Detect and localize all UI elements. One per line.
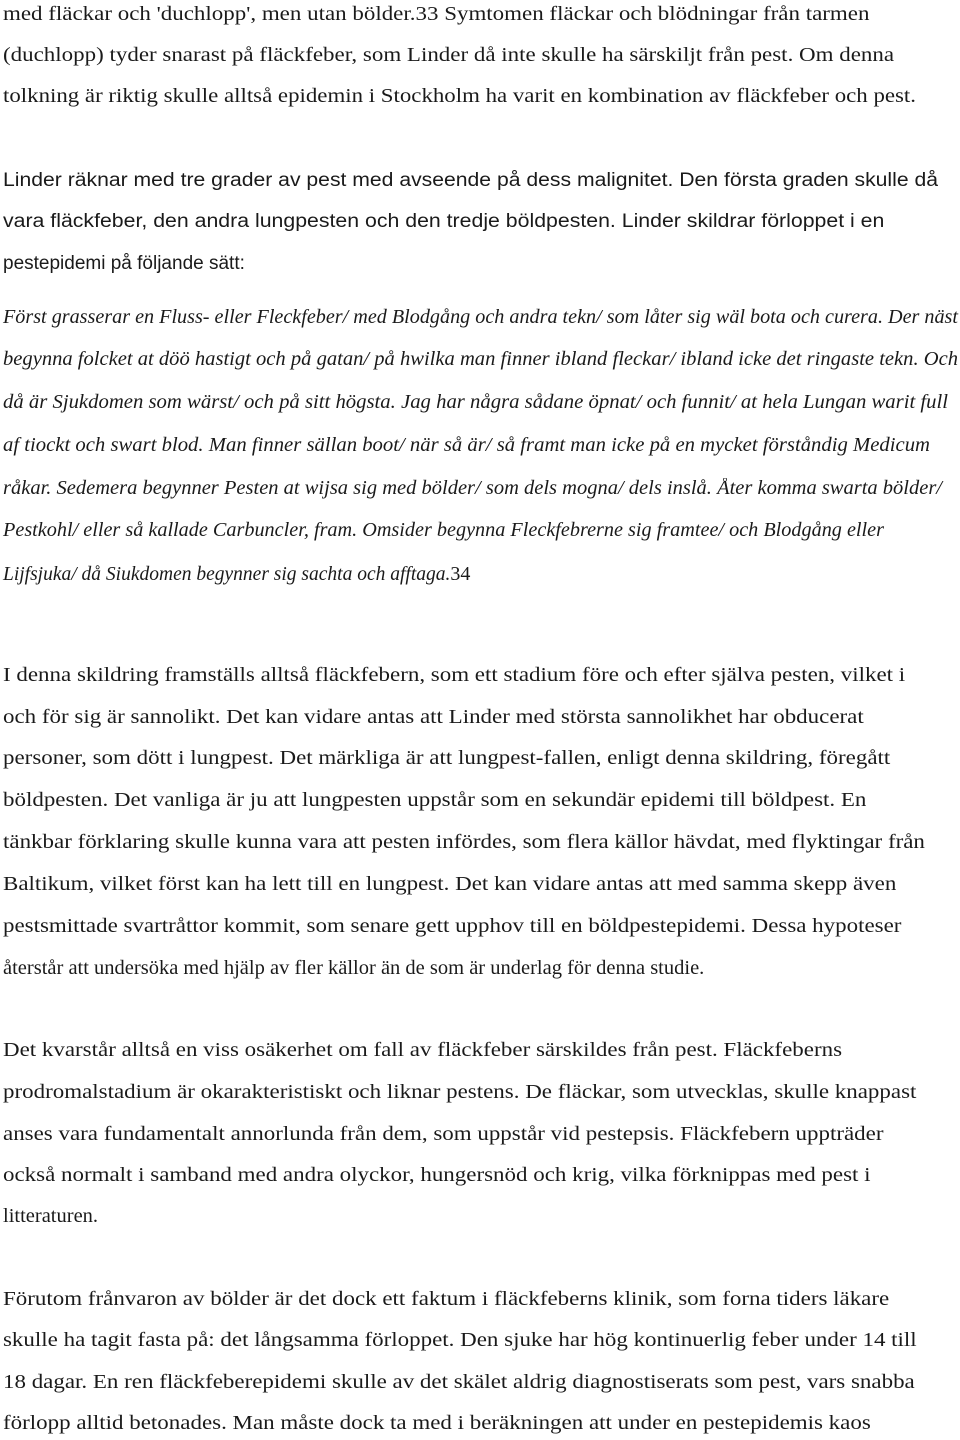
line-text: begynna folcket at döö hastigt och på gatan/ på hwilka man finner ibland fleckar/ ibland icke det ringaste tekn. Och (3, 349, 958, 370)
text-line (3, 1411, 871, 1435)
line-text: böldpesten. Det vanliga är ju att lungpesten uppstår som en sekundär epidemi till böldpest. En (3, 789, 867, 811)
text-line (3, 348, 958, 372)
text-line (3, 1163, 871, 1187)
line-text: pestepidemi på följande sätt: (3, 253, 245, 274)
line-text: råkar. Sedemera begynner Pesten at wijsa sig med bölder/ som dels mogna/ dels inslå. Åter komma swarta bölder/ (3, 478, 942, 499)
text-line (3, 519, 884, 543)
line-text: förlopp alltid betonades. Man måste dock ta med i beräkningen att under en pestepidemis kaos (3, 1412, 871, 1434)
text-line (3, 1287, 890, 1311)
text-line (3, 477, 942, 501)
line-text: Lijfsjuka/ då Siukdomen begynner sig sachta och afftaga.34 (3, 563, 471, 585)
line-text: (duchlopp) tyder snarast på fläckfeber, som Linder då inte skulle ha särskiljt från pest. Om denna (3, 44, 895, 66)
text-line (3, 1328, 917, 1352)
line-text: 18 dagar. En ren fläckfeberepidemi skulle av det skälet aldrig diagnostiserats som pest, vars snabba (3, 1371, 915, 1393)
footnote-number: 34 (450, 563, 471, 585)
line-text: litteraturen. (3, 1205, 99, 1227)
text-line (3, 663, 906, 687)
line-text: och för sig är sannolikt. Det kan vidare antas att Linder med största sannolikhet har obducerat (3, 706, 864, 728)
text-line (3, 872, 897, 896)
text-line (3, 1122, 884, 1146)
line-text: I denna skildring framställs alltså fläckfebern, som ett stadium före och efter själva pesten, vilket i (3, 664, 906, 686)
line-text: personer, som dött i lungpest. Det märkliga är att lungpest-fallen, enligt denna skildring, föregått (3, 747, 891, 769)
line-text: också normalt i samband med andra olyckor, hungersnöd och krig, vilka förknippas med pest i (3, 1164, 871, 1186)
text-line (3, 306, 958, 330)
text-line (3, 252, 245, 276)
text-line (3, 705, 864, 729)
text-line (3, 169, 938, 193)
text-line (3, 956, 704, 980)
line-text: tolkning är riktig skulle alltså epidemin i Stockholm ha varit en kombination av fläckfeber och pest. (3, 85, 916, 107)
line-text: Först grasserar en Fluss- eller Fleckfeber/ med Blodgång och andra tekn/ som låter sig wäl bota och curera. Der näst (3, 307, 958, 328)
text-line (3, 914, 902, 938)
line-text: Förutom frånvaron av bölder är det dock ett faktum i fläckfeberns klinik, som forna tiders läkare (3, 1288, 890, 1310)
line-text: tänkbar förklaring skulle kunna vara att pesten infördes, som flera källor hävdat, med flyktingar från (3, 831, 925, 853)
line-text: Linder räknar med tre grader av pest med avseende på dess malignitet. Den första graden skulle då (3, 170, 938, 191)
line-text: vara fläckfeber, den andra lungpesten och den tredje böldpesten. Linder skildrar förloppet i en (3, 211, 885, 232)
line-text: Pestkohl/ eller så kallade Carbuncler, fram. Omsider begynna Fleckfebrerne sig framtee/ och Blodgång eller (3, 520, 884, 541)
line-text: med fläckar och 'duchlopp', men utan bölder.33 Symtomen fläckar och blödningar från tarmen (3, 3, 870, 25)
line-text: af tiockt och swart blod. Man finner sällan boot/ när så är/ så framt man icke på en mycket förståndig Medicum (3, 435, 930, 456)
text-line (3, 1080, 917, 1104)
line-text: Det kvarstår alltså en viss osäkerhet om fall av fläckfeber särskildes från pest. Fläckfeberns (3, 1039, 843, 1061)
text-line (3, 1204, 98, 1228)
text-line (3, 1370, 915, 1394)
text-line (3, 562, 470, 587)
text-line (3, 746, 891, 770)
line-text: prodromalstadium är okarakteristiskt och liknar pestens. De fläckar, som utvecklas, skulle knappast (3, 1081, 917, 1103)
text-line (3, 391, 948, 415)
line-text: återstår att undersöka med hjälp av fler källor än de som är underlag för denna studie. (3, 957, 705, 979)
text-line (3, 434, 930, 458)
line-text: Baltikum, vilket först kan ha lett till en lungpest. Det kan vidare antas att med samma skepp även (3, 873, 897, 895)
line-text: då är Sjukdomen som wärst/ och på sitt högsta. Jag har några sådane öpnat/ och funnit/ at hela Lungan warit full (3, 392, 948, 413)
line-text: pestsmittade svartråttor kommit, som senare gett upphov till en böldpestepidemi. Dessa hypoteser (3, 915, 902, 937)
line-text: skulle ha tagit fasta på: det långsamma förloppet. Den sjuke har hög kontinuerlig feber under 14 till (3, 1329, 917, 1351)
text-line (3, 210, 885, 234)
text-line (3, 2, 870, 26)
text-line (3, 1038, 843, 1062)
text-line (3, 830, 925, 854)
text-line (3, 84, 916, 108)
text-line (3, 43, 895, 67)
line-text: anses vara fundamentalt annorlunda från dem, som uppstår vid pestepsis. Fläckfebern uppträder (3, 1123, 884, 1145)
text-line (3, 788, 867, 812)
